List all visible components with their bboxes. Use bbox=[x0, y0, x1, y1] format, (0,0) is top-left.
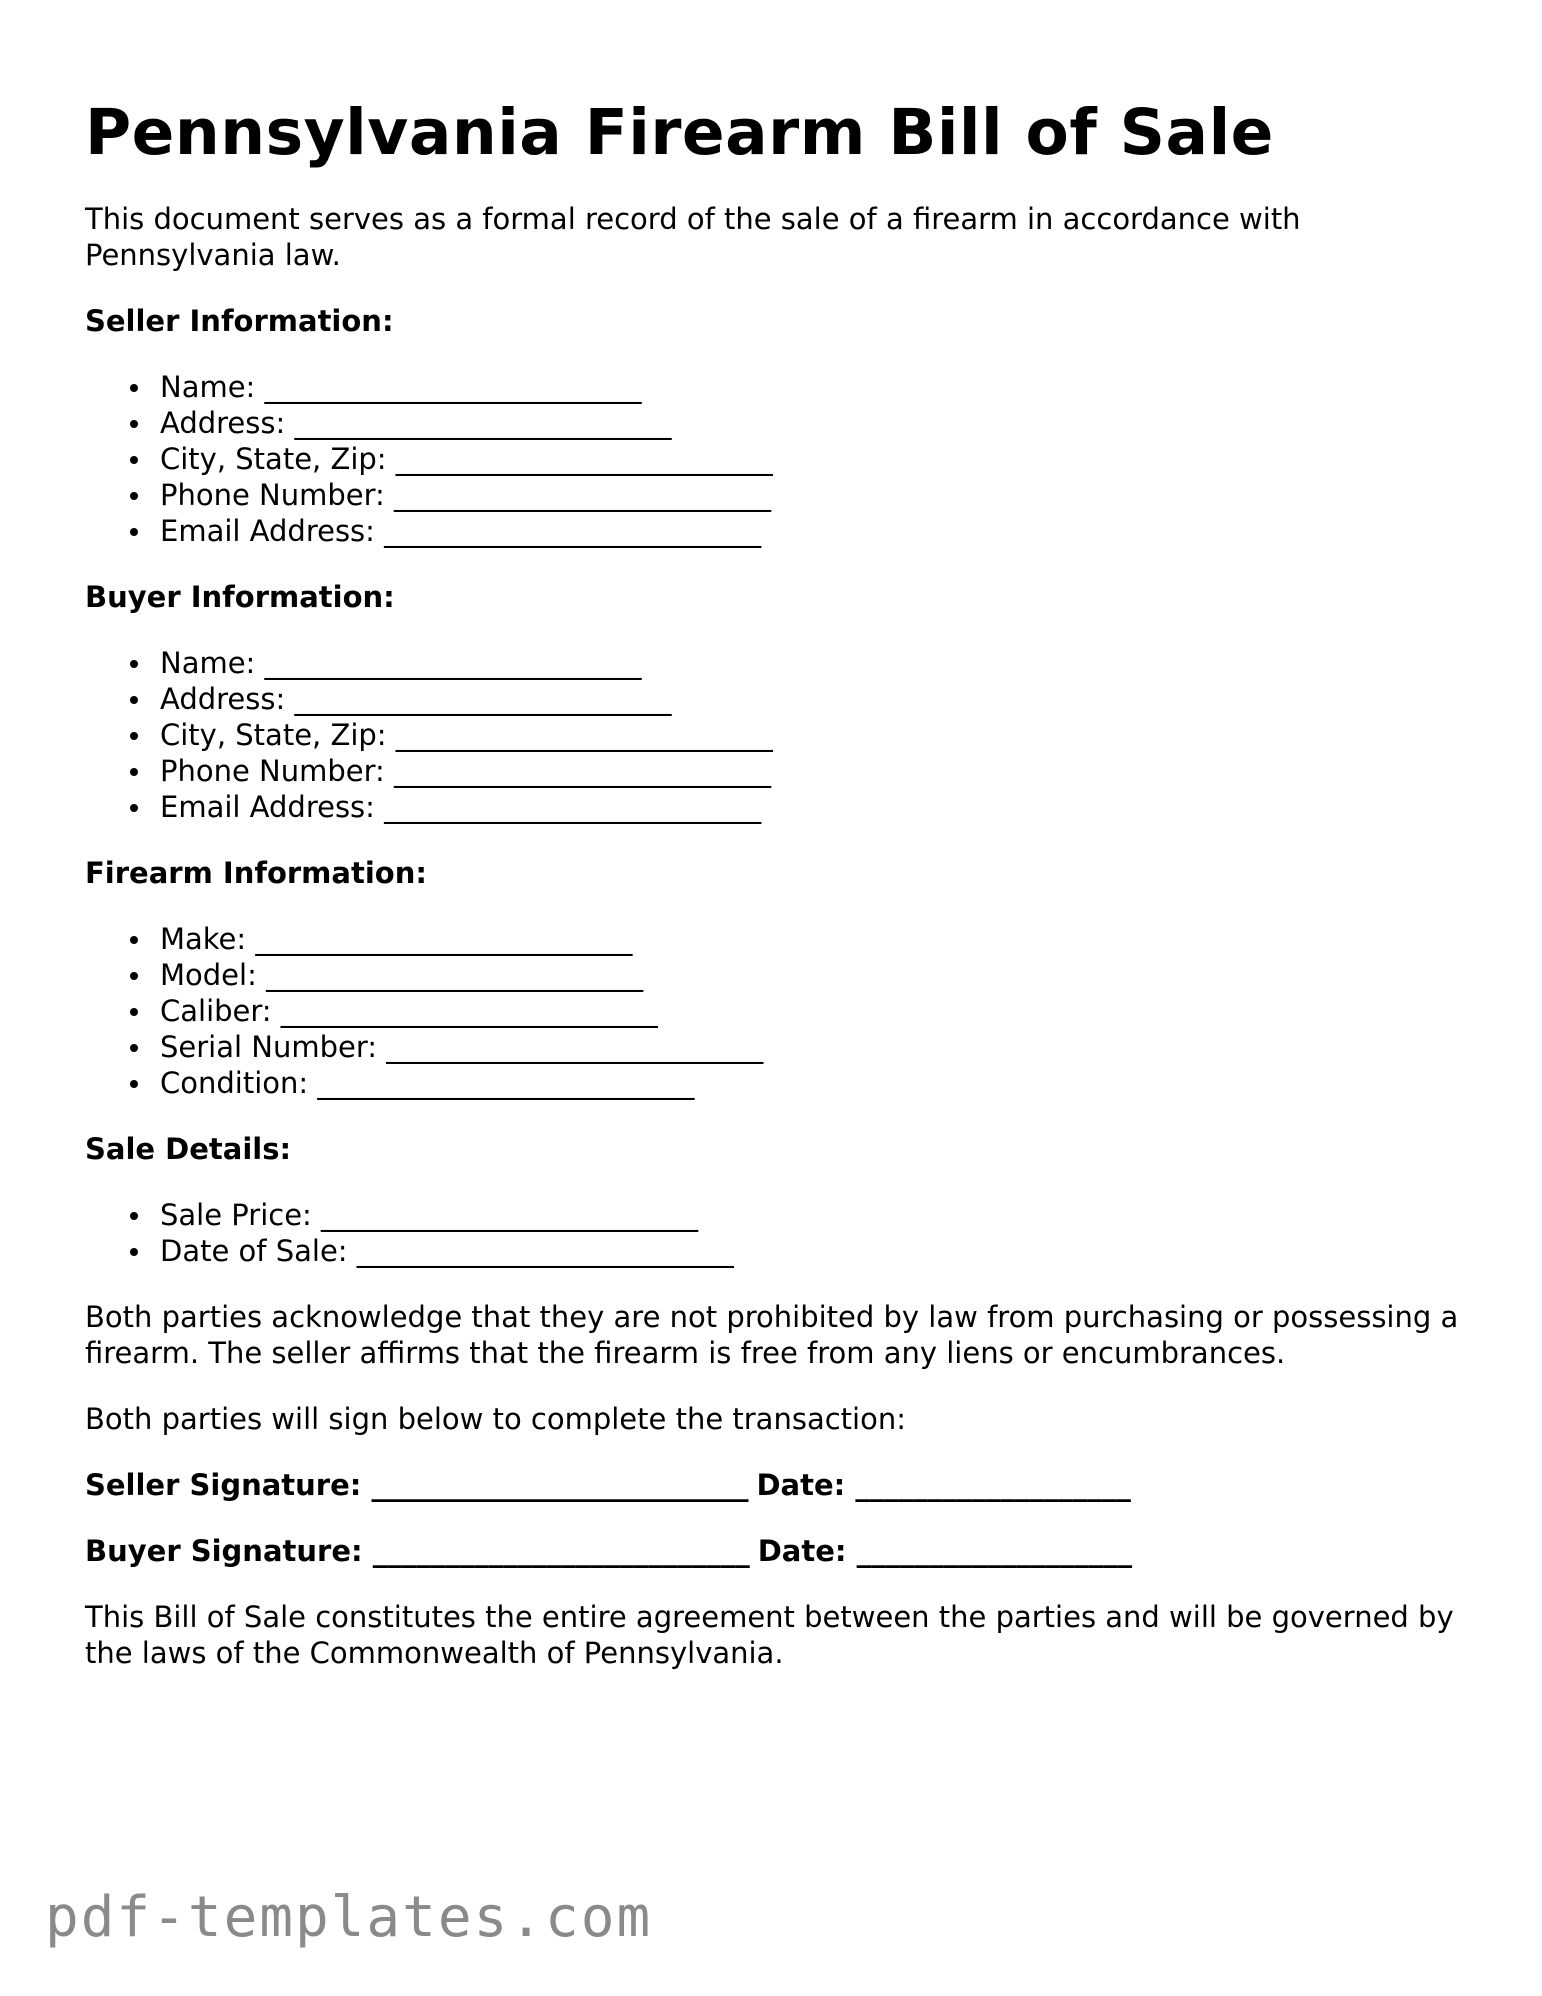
seller-phone-field: Phone Number: __________________________ bbox=[160, 477, 1485, 513]
buyer-email-field: Email Address: __________________________ bbox=[160, 789, 1485, 825]
seller-email-field: Email Address: __________________________ bbox=[160, 513, 1485, 549]
date-blank: ___________________ bbox=[856, 1533, 1133, 1568]
closing-paragraph: This Bill of Sale constitutes the entire agreement between the parties and will be governed by the laws of the Commonwealth of Pennsylvania. bbox=[85, 1599, 1454, 1670]
seller-city-state-zip-field: City, State, Zip: __________________________ bbox=[160, 441, 1485, 477]
firearm-fields bbox=[85, 921, 1485, 1101]
date-blank: ___________________ bbox=[855, 1467, 1131, 1502]
blank-line: __________________________ bbox=[266, 957, 644, 992]
blank-line: __________________________ bbox=[395, 441, 773, 476]
blank-line: __________________________ bbox=[395, 717, 773, 752]
firearm-make-field: Make: __________________________ bbox=[160, 921, 1485, 957]
document-title: Pennsylvania Firearm Bill of Sale bbox=[85, 96, 1274, 169]
seller-signature-line: Seller Signature: __________________________ Date: ___________________ bbox=[85, 1467, 1131, 1502]
blank-line: __________________________ bbox=[356, 1233, 734, 1268]
signature-blank: __________________________ bbox=[372, 1533, 750, 1568]
sale-date-field: Date of Sale: __________________________ bbox=[160, 1233, 1485, 1269]
intro-paragraph: This document serves as a formal record of the sale of a firearm in accordance with Pennsylvania law. bbox=[85, 201, 1301, 272]
seller-heading: Seller Information: bbox=[85, 303, 394, 338]
buyer-fields bbox=[85, 645, 1485, 825]
blank-line: __________________________ bbox=[384, 789, 762, 824]
signature-blank: __________________________ bbox=[371, 1467, 749, 1502]
blank-line: __________________________ bbox=[280, 993, 658, 1028]
buyer-phone-field: Phone Number: __________________________ bbox=[160, 753, 1485, 789]
blank-line: __________________________ bbox=[294, 681, 672, 716]
firearm-heading: Firearm Information: bbox=[85, 855, 427, 890]
document-page bbox=[85, 95, 1485, 1671]
blank-line: __________________________ bbox=[394, 753, 772, 788]
seller-address-field: Address: __________________________ bbox=[160, 405, 1485, 441]
buyer-heading: Buyer Information: bbox=[85, 579, 395, 614]
blank-line: __________________________ bbox=[394, 477, 772, 512]
blank-line: __________________________ bbox=[255, 921, 633, 956]
blank-line: __________________________ bbox=[294, 405, 672, 440]
seller-fields bbox=[85, 369, 1485, 549]
sale-price-field: Sale Price: __________________________ bbox=[160, 1197, 1485, 1233]
seller-name-field: Name: __________________________ bbox=[160, 369, 1485, 405]
firearm-serial-field: Serial Number: __________________________ bbox=[160, 1029, 1485, 1065]
buyer-name-field: Name: __________________________ bbox=[160, 645, 1485, 681]
blank-line: __________________________ bbox=[264, 645, 642, 680]
blank-line: __________________________ bbox=[321, 1197, 699, 1232]
buyer-city-state-zip-field: City, State, Zip: __________________________ bbox=[160, 717, 1485, 753]
blank-line: __________________________ bbox=[317, 1065, 695, 1100]
sale-fields bbox=[85, 1197, 1485, 1269]
buyer-signature-line: Buyer Signature: __________________________ Date: ___________________ bbox=[85, 1533, 1133, 1568]
sale-heading: Sale Details: bbox=[85, 1131, 292, 1166]
blank-line: __________________________ bbox=[384, 513, 762, 548]
watermark: pdf-templates.com bbox=[45, 1885, 653, 1950]
sign-instruction: Both parties will sign below to complete the transaction: bbox=[85, 1401, 906, 1436]
blank-line: __________________________ bbox=[386, 1029, 764, 1064]
firearm-caliber-field: Caliber: __________________________ bbox=[160, 993, 1485, 1029]
firearm-condition-field: Condition: __________________________ bbox=[160, 1065, 1485, 1101]
buyer-address-field: Address: __________________________ bbox=[160, 681, 1485, 717]
blank-line: __________________________ bbox=[264, 369, 642, 404]
firearm-model-field: Model: __________________________ bbox=[160, 957, 1485, 993]
acknowledgment-paragraph: Both parties acknowledge that they are not prohibited by law from purchasing or possessing a firearm. The seller affirms that the firearm is free from any liens or encumbrances. bbox=[85, 1299, 1459, 1370]
